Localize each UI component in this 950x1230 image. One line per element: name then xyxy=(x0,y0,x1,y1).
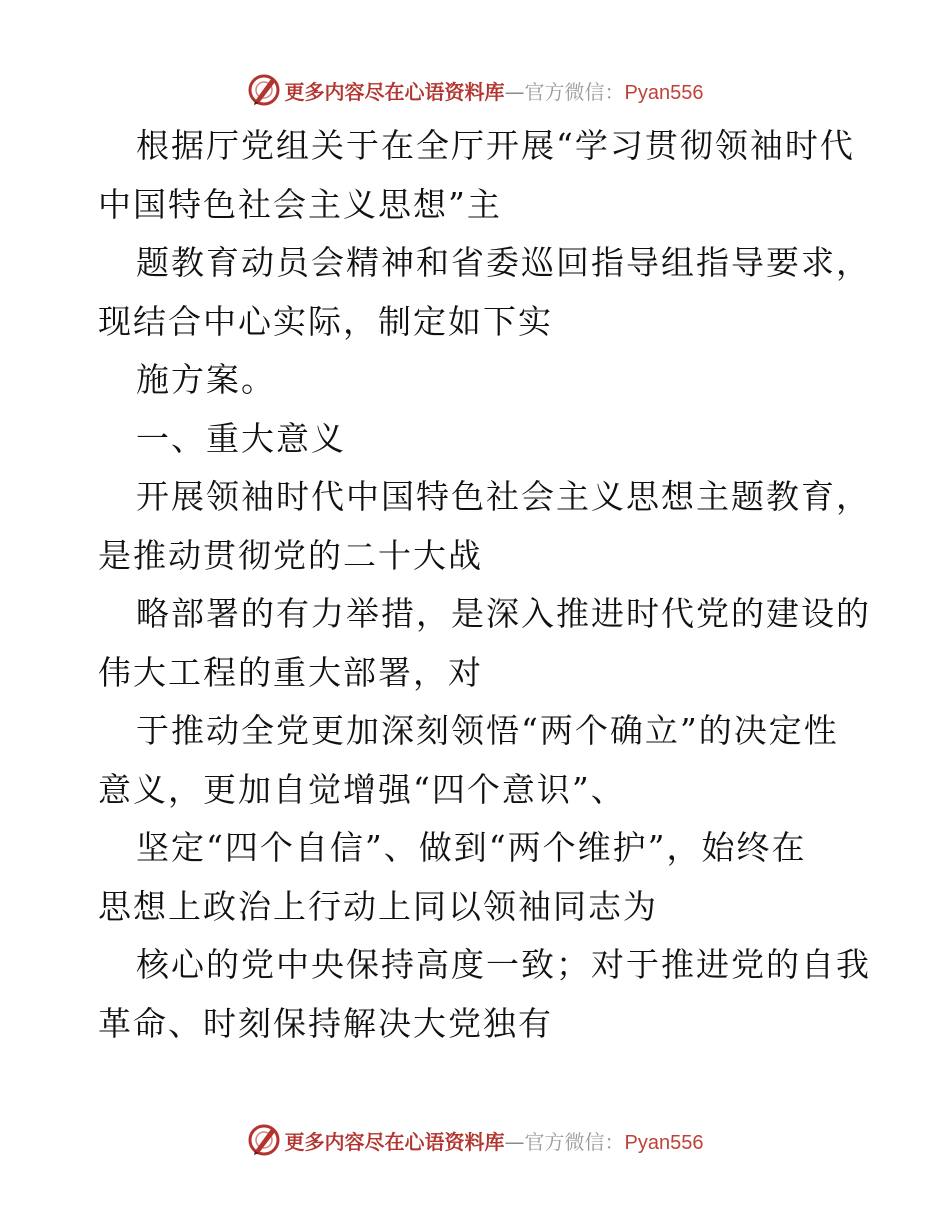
body-line: 坚定“四个自信”、做到“两个维护”，始终在 xyxy=(136,828,807,867)
body-line: 核心的党中央保持高度一致；对于推进党的自我 xyxy=(136,945,871,984)
body-line: 于推动全党更加深刻领悟“两个确立”的决定性 xyxy=(136,711,839,750)
header-brand-text: 更多内容尽在心语资料库 xyxy=(284,79,505,104)
footer-banner xyxy=(0,1120,950,1160)
body-line: 施方案。 xyxy=(136,360,276,399)
body-line: 现结合中心实际，制定如下实 xyxy=(98,301,553,341)
pen-circle-logo-icon xyxy=(247,1123,281,1157)
body-line: 中国特色社会主义思想”主 xyxy=(98,184,502,224)
header-wechat-id: Pyan556 xyxy=(624,81,704,104)
body-line: 略部署的有力举措，是深入推进时代党的建设的 xyxy=(136,594,871,633)
body-line: 思想上政治上行动上同以领袖同志为 xyxy=(98,886,658,926)
body-line: 伟大工程的重大部署，对 xyxy=(98,652,483,692)
body-line: 是推动贯彻党的二十大战 xyxy=(98,535,483,575)
body-line: 意义，更加自觉增强“四个意识”、 xyxy=(98,769,626,809)
document-body xyxy=(98,122,871,1058)
footer-wechat-label: 官方微信： xyxy=(524,1129,625,1154)
header-dash: — xyxy=(504,79,525,104)
section-heading: 一、重大意义 xyxy=(136,418,346,458)
footer-banner-text xyxy=(285,1126,704,1155)
footer-brand-text: 更多内容尽在心语资料库 xyxy=(284,1129,505,1154)
header-banner-text xyxy=(285,76,704,105)
body-line: 题教育动员会精神和省委巡回指导组指导要求， xyxy=(136,243,871,282)
body-line: 根据厅党组关于在全厅开展“学习贯彻领袖时代 xyxy=(136,126,855,165)
footer-wechat-id: Pyan556 xyxy=(624,1131,704,1154)
header-wechat-label: 官方微信： xyxy=(524,79,625,104)
pen-circle-logo-icon xyxy=(247,73,281,107)
body-line: 革命、时刻保持解决大党独有 xyxy=(98,1003,553,1043)
body-line: 开展领袖时代中国特色社会主义思想主题教育， xyxy=(136,477,871,516)
header-banner xyxy=(0,70,950,110)
footer-dash: — xyxy=(504,1129,525,1154)
